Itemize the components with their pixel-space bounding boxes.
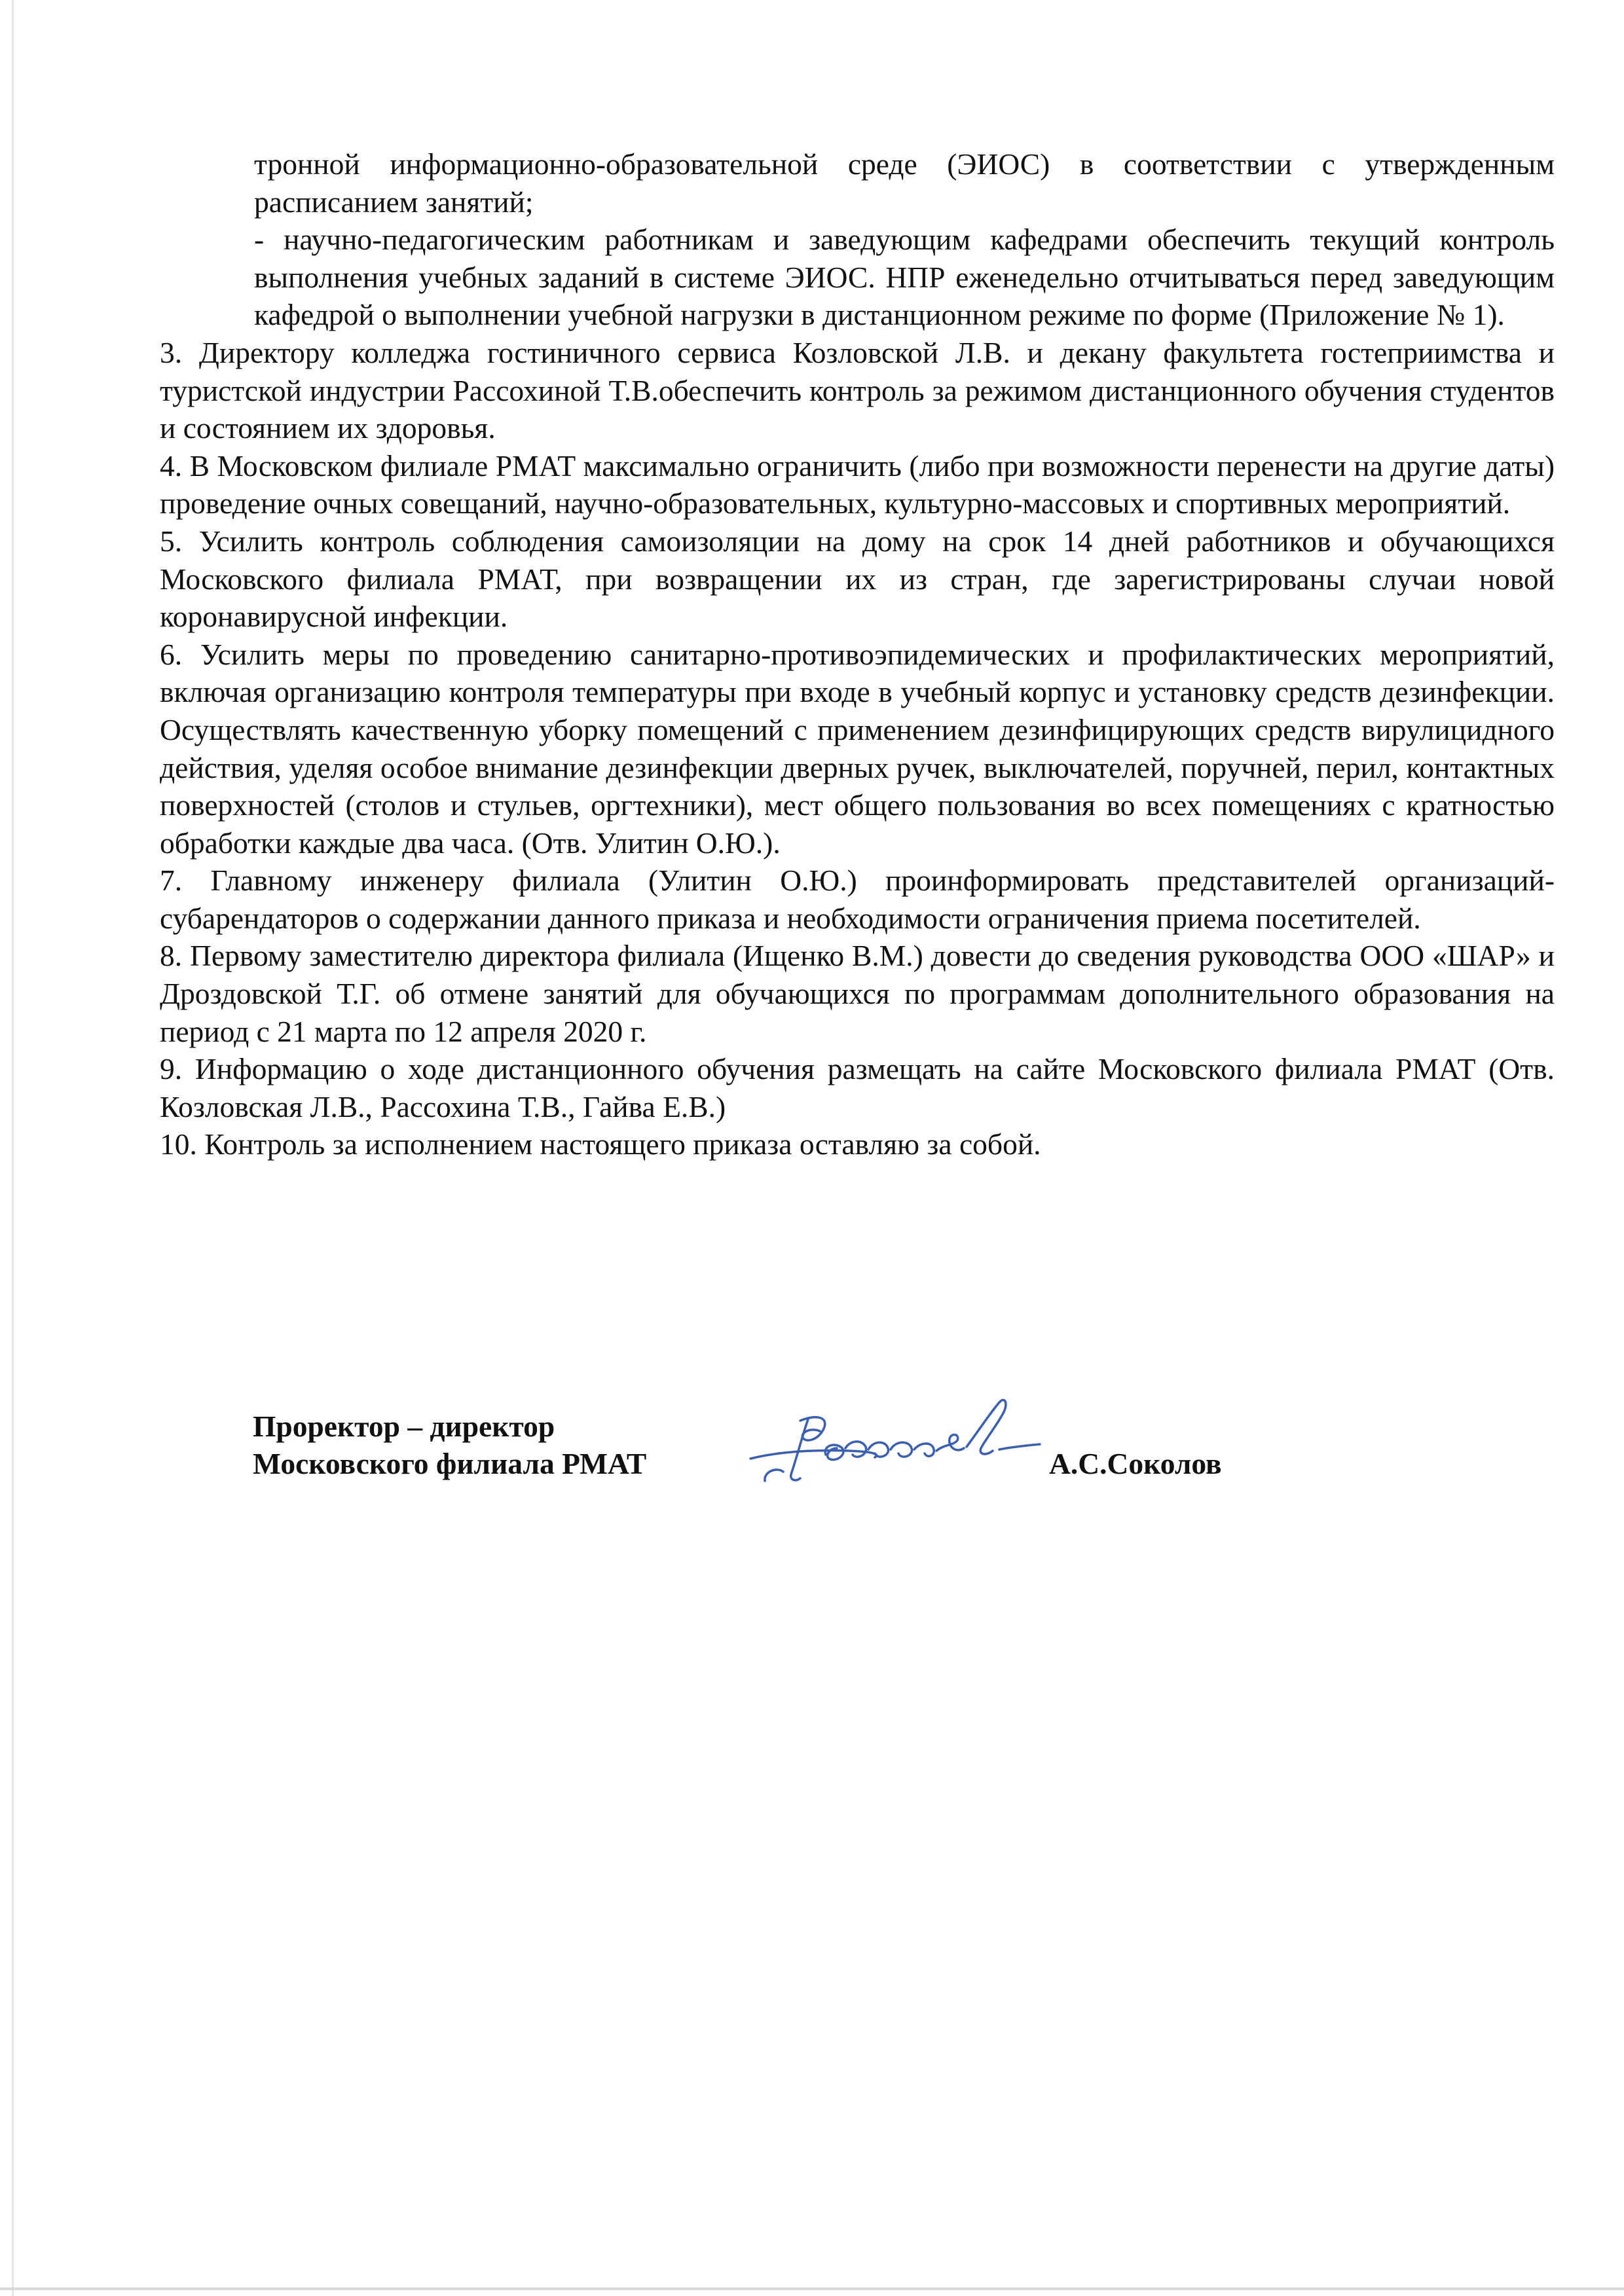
paragraph-item-6: 6. Усилить меры по проведению санитарно-противоэпидемических и профилактических мероприятий, включая организацию контроля температуры при входе в учебный корпус и установку средств дезинфекции. Осуществлять качественную уборку помещений с применением дезинфицирующих средств вирулицидного действия, уделяя особое внимание дезинфекции дверных ручек, выключателей, поручней, перил, контактных поверхностей (столов и стульев, оргтехники), мест общего пользования во всех помещениях с кратностью обработки каждые два часа. (Отв. Улитин О.Ю.).: [160, 637, 1555, 860]
paragraph-item-8: 8. Первому заместителю директора филиала (Ищенко В.М.) довести до сведения руководства ООО «ШАР» и Дроздовской Т.Г. об отмене занятий для обучающихся по программам дополнительного образования на период с 21 марта по 12 апреля 2020 г.: [160, 939, 1555, 1048]
paragraph-npr-control: - научно-педагогическим работникам и заведующим кафедрами обеспечить текущий контроль выполнения учебных заданий в системе ЭИОС. НПР еженедельно отчитываться перед заведующим кафедрой о выполнении учебной нагрузки в дистанционном режиме по форме (Приложение № 1).: [254, 223, 1555, 332]
paragraph-item-7: 7. Главному инженеру филиала (Улитин О.Ю.) проинформировать представителей организаций-субарендаторов о содержании данного приказа и необходимости ограничения приема посетителей.: [160, 864, 1555, 935]
paragraph-item-10: 10. Контроль за исполнением настоящего приказа оставляю за собой.: [160, 1127, 1041, 1161]
signature-strokes: [750, 1400, 1040, 1481]
scan-left-edge: [12, 0, 14, 2296]
paragraph-item-3: 3. Директору колледжа гостиничного сервиса Козловской Л.В. и декану факультета гостеприимства и туристской индустрии Рассохиной Т.В.обеспечить контроль за режимом дистанционного обучения студентов и состоянием их здоровья.: [160, 335, 1555, 445]
paragraph-item-9: 9. Информацию о ходе дистанционного обучения размещать на сайте Московского филиала РМАТ (Отв. Козловская Л.В., Рассохина Т.В., Гайва Е.В.): [160, 1052, 1555, 1123]
signatory-name: А.С.Соколов: [1049, 1447, 1222, 1480]
signatory-title: [253, 1408, 646, 1482]
paragraph-eios-continuation: тронной информационно-образовательной среде (ЭИОС) в соответствии с утвержденным расписанием занятий;: [254, 147, 1555, 219]
document-body: [160, 145, 1555, 1163]
paragraph-item-4: 4. В Московском филиале РМАТ максимально ограничить (либо при возможности перенести на другие даты) проведение очных совещаний, научно-образовательных, культурно-массовых и спортивных мероприятий.: [160, 448, 1555, 520]
signatory-title-line-1: Проректор – директор: [253, 1410, 555, 1443]
paragraph-item-5: 5. Усилить контроль соблюдения самоизоляции на дому на срок 14 дней работников и обучающихся Московского филиала РМАТ, при возвращении их из стран, где зарегистрированы случаи новой коронавирусной инфекции.: [160, 524, 1555, 634]
signature-block: [253, 1408, 1301, 1512]
scan-bottom-edge: [0, 2287, 1624, 2290]
signatory-title-line-2: Московского филиала РМАТ: [253, 1447, 647, 1480]
